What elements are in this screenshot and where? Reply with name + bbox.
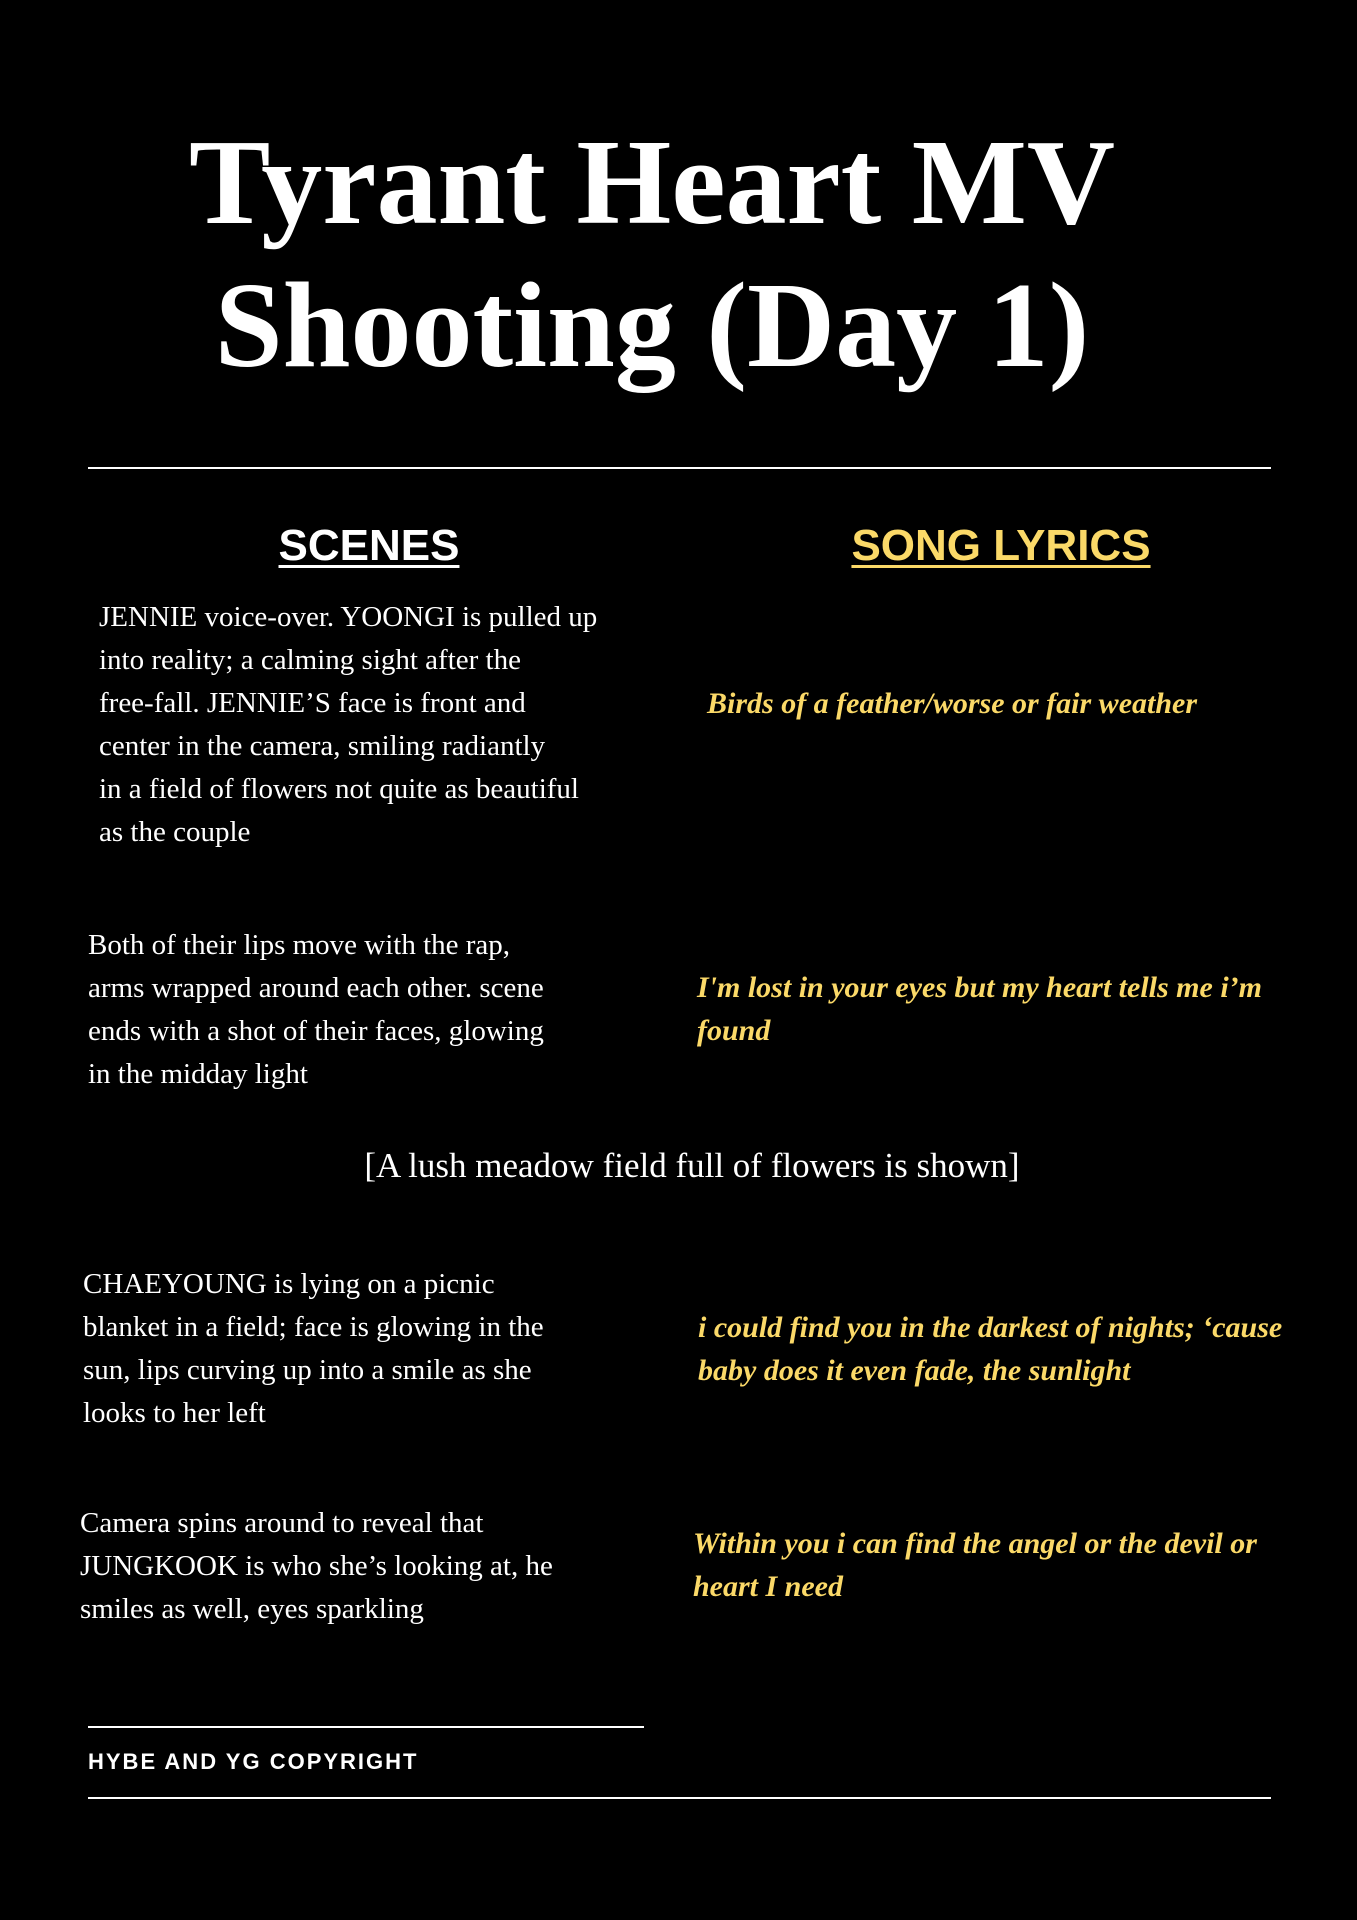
song-lyrics-heading: SONG LYRICS	[851, 521, 1151, 570]
footer-divider-short	[88, 1726, 644, 1728]
scene-description: CHAEYOUNG is lying on a picnic blanket in a field; face is glowing in the sun, lips curving up into a smile as she looks to her left	[83, 1268, 544, 1429]
footer-divider-bottom	[88, 1797, 1271, 1799]
song-lyric: i could find you in the darkest of nights; ‘cause baby does it even fade, the sunlight	[698, 1311, 1283, 1387]
page-title: Tyrant Heart MV Shooting (Day 1)	[188, 115, 1116, 393]
scene-description: JENNIE voice-over. YOONGI is pulled up into reality; a calming sight after the free-fall. JENNIE’S face is front and center in the camera, smiling radiantly in a field of flowers not quite as beautiful as the couple	[99, 601, 598, 848]
song-lyric: Birds of a feather/worse or fair weather	[707, 687, 1198, 720]
copyright-notice: HYBE AND YG COPYRIGHT	[88, 1749, 419, 1774]
scenes-heading: SCENES	[278, 521, 460, 570]
interlude-stage-direction: [A lush meadow field full of flowers is shown]	[364, 1146, 1020, 1185]
scene-description: Both of their lips move with the rap, arms wrapped around each other. scene ends with a shot of their faces, glowing in the midday light	[88, 929, 544, 1090]
song-lyric: I'm lost in your eyes but my heart tells me i’m found	[697, 971, 1262, 1047]
scene-description: Camera spins around to reveal that JUNGKOOK is who she’s looking at, he smiles as well, eyes sparkling	[80, 1507, 553, 1625]
title-divider	[88, 467, 1271, 469]
song-lyric: Within you i can find the angel or the devil or heart I need	[693, 1527, 1257, 1603]
